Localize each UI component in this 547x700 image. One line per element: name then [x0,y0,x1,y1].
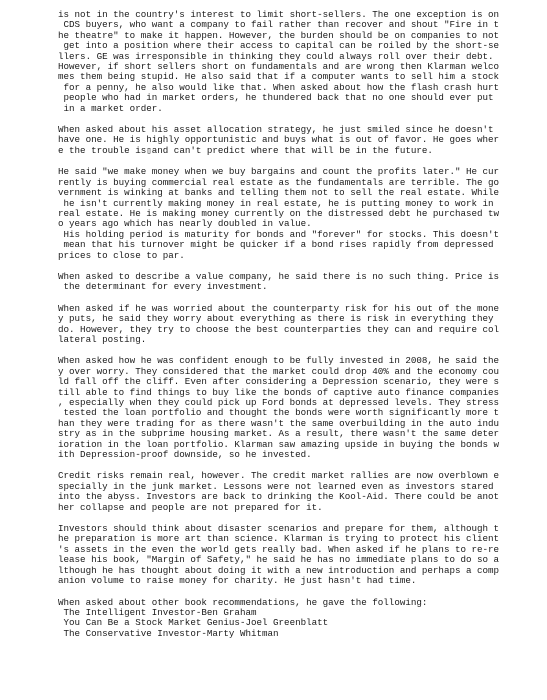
text-line: have one. He is highly opportunistic and buys what is out of favor. He goes wher [58,134,500,146]
text-line: get into a position where their access to capital can be roiled by the short-se [58,40,500,52]
paragraph-credit-risks [58,471,539,513]
text-line: in a market order. [58,102,163,114]
text-line: Credit risks remain real, however. The credit market rallies are now overblown e [58,470,500,482]
text-line: 's assets in the even the world gets really bad. When asked if he plans to re-re [58,543,500,555]
text-line: When asked to describe a value company, he said there is no such thing. Price is [58,270,500,282]
text-line: into the abyss. Investors are back to drinking the Kool-Aid. There could be anot [58,491,500,503]
text-line: CDS buyers, who want a company to fail rather than recover and shout "Fire in t [58,19,500,31]
text-line: specially in the junk market. Lessons were not learned even as investors stared [58,480,494,492]
paragraph-2008-invested [58,356,539,460]
text-line: Investors should think about disaster scenarios and prepare for them, although t [58,523,500,535]
text-line: vernment is winking at banks and telling them not to sell the real estate. While [58,187,500,199]
paragraph-bargains [58,167,539,261]
text-line: lthough he has thought about doing it with a new introduction and perhaps a comp [58,564,500,576]
text-line: However, if short sellers short on fundamentals and are wrong then Klarman welco [58,61,500,73]
text-line: her collapse and people are not prepared for it. [58,501,323,513]
book-item: The Conservative Investor-Marty Whitman [58,627,279,639]
text-line: he theatre" to make it happen. However, the burden should be on companies to not [58,29,500,41]
text-line: His holding period is maturity for bonds and "forever" for stocks. This doesn't [58,228,500,240]
text-line: lease his book, "Margin of Safety," he said he has no immediate plans to do so a [58,554,500,566]
text-line: han they were trading for as there wasn't the same overbuilding in the auto indu [58,417,500,429]
text-line: he isn't currently making money in real estate, he is putting money to work in [58,197,494,209]
text-line: prices to close to par. [58,249,185,261]
text-line: ith Depression-proof downside, so he invested. [58,449,312,461]
book-item: You Can Be a Stock Market Genius-Joel Greenblatt [58,617,329,629]
paragraph-book-recommendations [58,598,539,640]
text-line: he preparation is more art than science. Klarman is trying to protect his client [58,533,500,545]
text-line: He said "we make money when we buy bargains and count the profits later." He cur [58,166,500,178]
text-line: When asked how he was confident enough to be fully invested in 2008, he said the [58,355,500,367]
text-line: , especially when they could pick up Ford bonds at depressed levels. They stress [58,397,500,408]
text-line: y over worry. They considered that the market could drop 40% and the economy cou [58,365,500,377]
text-line: tested the loan portfolio and thought the bonds were worth significantly more t [58,407,500,419]
text-line: do. However, they try to choose the best counterparties they can and require col [58,323,500,335]
text-line: e the trouble is▯and can't predict where that will be in the future. [58,144,433,156]
text-line: real estate. He is making money currently on the distressed debt he purchased tw [58,207,500,219]
text-line: is not in the country's interest to limit short-sellers. The one exception is on [58,9,500,20]
text-line: lateral posting. [58,333,147,345]
text-line: stry as in the subprime housing market. As a result, there wasn't the same deter [58,428,500,440]
text-line: When asked about his asset allocation strategy, he just smiled since he doesn't [58,124,494,136]
paragraph-counterparty-risk [58,304,539,346]
text-line: people who had in market orders, he thundered back that no one should ever put [58,92,494,104]
book-item: The Intelligent Investor-Ben Graham [58,606,257,618]
text-line: the determinant for every investment. [58,281,268,293]
paragraph-asset-allocation [58,125,539,156]
text-line: When asked about other book recommendations, he gave the following: [58,596,428,608]
text-line: When asked if he was worried about the counterparty risk for his out of the mone [58,302,500,314]
text-line: mean that his turnover might be quicker if a bond rises rapidly from depressed [58,239,494,251]
text-line: rently is buying commercial real estate as the fundamentals are terrible. The go [58,176,500,188]
text-line: ld fall off the cliff. Even after considering a Depression scenario, they were s [58,376,500,388]
text-line: mes them being stupid. He also said that if a computer wants to sell him a stock [58,71,500,83]
text-line: for a penny, he also would like that. When asked about how the flash crash hurt [58,81,500,93]
text-line: o years ago which has nearly doubled in value. [58,218,312,230]
paragraph-disaster-scenarios [58,524,539,586]
text-line: ioration in the loan portfolio. Klarman saw amazing upside in buying the bonds w [58,438,500,450]
paragraph-value-company [58,272,539,293]
text-line: llers. GE was irresponsible in thinking they could always roll over their debt. [58,50,494,62]
text-line: till able to find things to buy like the bonds of captive auto finance companies [58,386,500,398]
text-line: y puts, he said they worry about everything as there is risk in everything they [58,313,494,325]
text-line: anion volume to raise money for charity. He just hasn't had time. [58,575,417,587]
paragraph-short-sellers [58,10,539,114]
